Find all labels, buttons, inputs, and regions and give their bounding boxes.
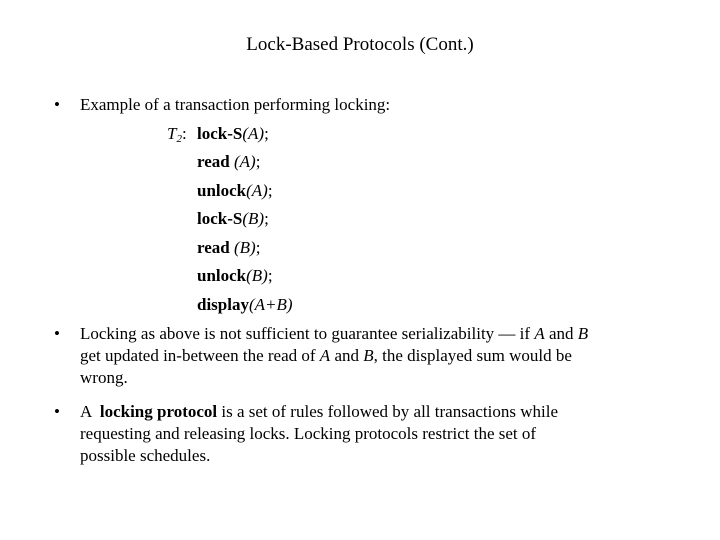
variable-b: B [577, 324, 589, 343]
code-terminator: ; [264, 124, 269, 143]
text-run: , the displayed sum would be [373, 346, 572, 365]
code-terminator: ; [255, 152, 261, 171]
code-argument: (B) [242, 209, 265, 228]
code-argument: (A) [246, 181, 268, 200]
bullet-marker: • [54, 402, 60, 421]
transaction-subscript: 2 [176, 133, 182, 145]
bullet-3-line-1 [80, 401, 680, 423]
bullet-1-text: Example of a transaction performing locking: [80, 95, 391, 114]
text-run: A [80, 402, 100, 421]
code-terminator: ; [264, 209, 269, 228]
text-run: and [544, 324, 578, 343]
code-keyword: read [197, 238, 234, 257]
code-keyword: display [197, 295, 249, 314]
text-run: and [330, 346, 364, 365]
code-terminator: ; [255, 238, 261, 257]
code-keyword: lock-S [197, 209, 243, 228]
transaction-name: T [167, 124, 177, 143]
bullet-2-line-2 [80, 345, 680, 367]
text-run: get updated in-between the read of [80, 346, 320, 365]
bullet-2-line-3: wrong. [80, 368, 128, 387]
bullet-marker: • [54, 324, 60, 343]
bullet-3-line-3: possible schedules. [80, 446, 211, 465]
code-argument: (A) [242, 124, 265, 143]
code-line [197, 237, 260, 259]
code-keyword: unlock [197, 181, 247, 200]
slide-title: Lock-Based Protocols (Cont.) [246, 34, 474, 55]
term-locking-protocol: locking protocol [99, 402, 218, 421]
code-argument: (A+B) [248, 295, 293, 314]
variable-a: A [534, 324, 545, 343]
code-line [197, 123, 269, 145]
variable-b: B [363, 346, 374, 365]
code-keyword: read [197, 152, 234, 171]
code-line [197, 180, 273, 202]
transaction-colon: : [181, 124, 187, 143]
text-run: Locking as above is not sufficient to guarantee serializability — if [80, 324, 535, 343]
transaction-label [167, 123, 187, 150]
code-line [197, 265, 273, 287]
code-argument: (B) [246, 266, 268, 285]
code-line [197, 151, 260, 173]
code-argument: (A) [234, 152, 256, 171]
code-argument: (B) [234, 238, 256, 257]
code-keyword: lock-S [197, 124, 243, 143]
code-line [197, 208, 269, 230]
code-line [197, 294, 293, 316]
code-terminator: ; [267, 266, 273, 285]
variable-a: A [319, 346, 331, 365]
bullet-marker: • [54, 95, 60, 114]
code-keyword: unlock [197, 266, 247, 285]
text-run: is a set of rules followed by all transactions while [217, 402, 558, 421]
bullet-3-line-2: requesting and releasing locks. Locking protocols restrict the set of [80, 424, 537, 443]
code-terminator: ; [267, 181, 273, 200]
bullet-3-text [80, 401, 680, 467]
bullet-2-line-1 [80, 323, 680, 345]
bullet-2-text [80, 323, 680, 389]
